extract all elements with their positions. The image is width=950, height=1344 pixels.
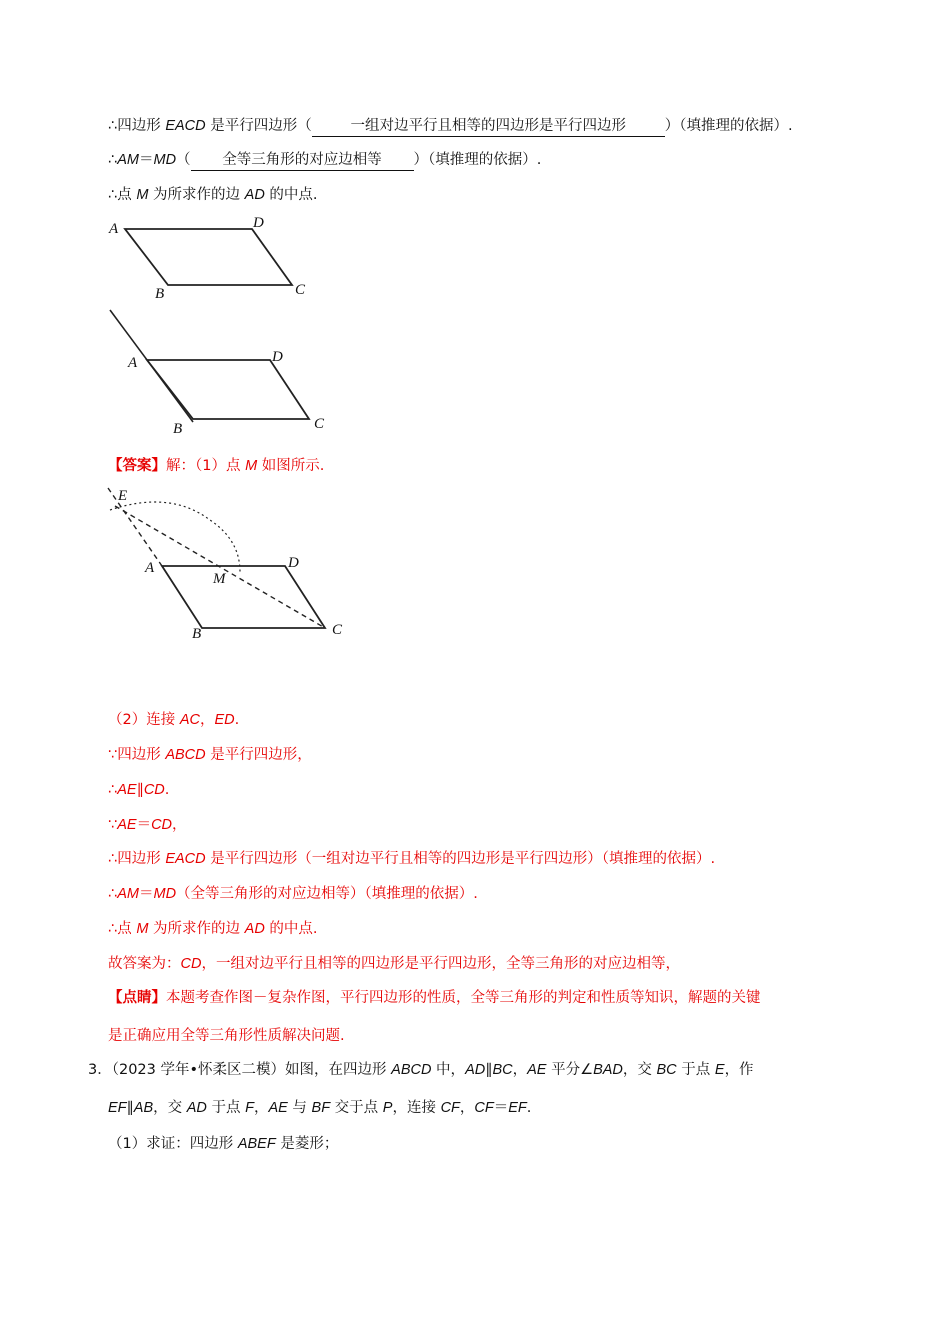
var: ABCD xyxy=(391,1062,432,1078)
problem-3-line-2 xyxy=(108,1098,531,1118)
text: 中， xyxy=(431,1062,466,1078)
var: AD xyxy=(244,921,265,937)
text: . xyxy=(526,1100,532,1116)
text: 是正确应用全等三角形性质解决问题. xyxy=(108,1028,345,1044)
solution-step-6 xyxy=(108,884,478,904)
comment-tag: 【点睛】 xyxy=(108,990,166,1006)
solution-step-4 xyxy=(108,815,187,835)
text: 于点 xyxy=(676,1062,715,1078)
text: 是平行四边形（ xyxy=(205,118,312,134)
text: 本题考查作图－复杂作图，平行四边形的性质，全等三角形的判定和性质等知识，解题的关键 xyxy=(166,990,761,1006)
var: MD xyxy=(153,152,177,168)
text: ＝ xyxy=(138,886,154,902)
text: ∴ xyxy=(108,886,118,902)
text: 如图所示. xyxy=(257,458,325,474)
var: E xyxy=(714,1062,725,1078)
text: （ xyxy=(176,152,191,168)
var: CD xyxy=(143,782,165,798)
answer-tag: 【答案】 xyxy=(108,458,166,474)
label-c: C xyxy=(332,622,343,638)
var: CD xyxy=(180,956,202,972)
text: 故答案为： xyxy=(108,956,181,972)
text: . xyxy=(164,782,170,798)
text: ＝ xyxy=(493,1100,509,1116)
fill-blank-1: 一组对边平行且相等的四边形是平行四边形 xyxy=(312,116,665,137)
text: 是平行四边形， xyxy=(205,747,312,763)
text: 交于点 xyxy=(330,1100,383,1116)
var: P xyxy=(382,1100,393,1116)
parallelogram-shape xyxy=(125,229,292,285)
text: ∴点 xyxy=(108,921,137,937)
text: 的中点. xyxy=(264,921,318,937)
label-m: M xyxy=(213,571,226,587)
var: EACD xyxy=(165,851,206,867)
parallelogram-shape xyxy=(147,360,309,419)
text: ∥ xyxy=(126,1100,134,1116)
var: M xyxy=(136,921,149,937)
text: ，作 xyxy=(724,1062,754,1078)
label-d: D xyxy=(272,349,283,365)
parallelogram-shape xyxy=(162,566,325,628)
solution-step-7 xyxy=(108,919,318,939)
line-midpoint xyxy=(108,185,318,205)
text: ∵四边形 xyxy=(108,747,166,763)
line-eacd-parallelogram xyxy=(108,116,793,137)
text: （1）求证：四边形 xyxy=(108,1136,238,1152)
text: （2）连接 xyxy=(108,712,180,728)
var: EACD xyxy=(165,118,206,134)
solution-step-3 xyxy=(108,780,169,800)
label-c: C xyxy=(295,282,306,298)
text: ）（填推理的依据）. xyxy=(413,152,542,168)
var: F xyxy=(245,1100,254,1116)
var: AM xyxy=(117,886,139,902)
var: BC xyxy=(656,1062,677,1078)
comment-line-1 xyxy=(108,988,761,1008)
text: ∴点 xyxy=(108,187,137,203)
var: ABCD xyxy=(165,747,206,763)
line-am-md xyxy=(108,150,541,171)
text: 为所求作的边 xyxy=(148,921,245,937)
problem-3-part-1 xyxy=(108,1134,338,1154)
problem-3-line-1 xyxy=(88,1060,754,1080)
label-d: D xyxy=(288,555,299,571)
text: ， xyxy=(459,1100,475,1116)
var: BC xyxy=(492,1062,513,1078)
text: ＝ xyxy=(136,817,152,833)
var: BF xyxy=(311,1100,331,1116)
text: ∥ xyxy=(136,782,144,798)
text: ∴ xyxy=(108,782,118,798)
problem-number: 3． xyxy=(88,1062,112,1078)
figure-parallelogram-2 xyxy=(100,305,340,440)
var: CD xyxy=(151,817,173,833)
text: . xyxy=(234,712,240,728)
var: EF xyxy=(108,1100,127,1116)
solution-step-1 xyxy=(108,710,239,730)
var: ABEF xyxy=(237,1136,276,1152)
solution-step-5 xyxy=(108,849,715,869)
text: ， xyxy=(512,1062,528,1078)
text: ，连接 xyxy=(392,1100,441,1116)
solution-step-2 xyxy=(108,745,312,765)
var: M xyxy=(136,187,149,203)
text: 为所求作的边 xyxy=(148,187,245,203)
text: ＝ xyxy=(138,152,154,168)
var: MD xyxy=(153,886,177,902)
var: AE xyxy=(268,1100,288,1116)
label-a: A xyxy=(128,355,138,371)
label-b: B xyxy=(155,286,165,302)
comment-line-2 xyxy=(108,1026,345,1046)
var: AD xyxy=(244,187,265,203)
final-answer xyxy=(108,954,680,974)
var: AC xyxy=(179,712,200,728)
var: AM xyxy=(117,152,139,168)
var: AB xyxy=(133,1100,154,1116)
var: EF xyxy=(508,1100,527,1116)
var: ED xyxy=(214,712,235,728)
text: ，交 xyxy=(622,1062,657,1078)
extended-line-ba xyxy=(108,488,162,566)
text: ）（填推理的依据）. xyxy=(664,118,793,134)
label-c: C xyxy=(314,416,325,432)
text: ，交 xyxy=(153,1100,187,1116)
label-b: B xyxy=(173,421,183,437)
text: ∴四边形 xyxy=(108,118,166,134)
figure-construction xyxy=(100,480,360,650)
text: ∴四边形 xyxy=(108,851,166,867)
label-e: E xyxy=(118,488,128,504)
text: 平分∠ xyxy=(546,1062,594,1078)
label-d: D xyxy=(253,215,264,231)
figure-parallelogram-1 xyxy=(100,210,330,310)
text: 于点 xyxy=(206,1100,246,1116)
answer-line xyxy=(108,456,324,476)
text: ∵ xyxy=(108,817,118,833)
text: ， xyxy=(172,817,187,833)
text: （2023 学年•怀柔区二模）如图，在四边形 xyxy=(111,1062,392,1078)
text: ∥ xyxy=(485,1062,493,1078)
var: AD xyxy=(465,1062,486,1078)
var: AD xyxy=(186,1100,207,1116)
var: BAD xyxy=(593,1062,623,1078)
var: M xyxy=(245,458,258,474)
var: CF xyxy=(440,1100,460,1116)
text: 是平行四边形（一组对边平行且相等的四边形是平行四边形）（填推理的依据）. xyxy=(205,851,716,867)
text: ∴ xyxy=(108,152,118,168)
text: ，一组对边平行且相等的四边形是平行四边形，全等三角形的对应边相等， xyxy=(201,956,680,972)
var: CF xyxy=(474,1100,494,1116)
text: （全等三角形的对应边相等）（填推理的依据）. xyxy=(176,886,478,902)
fill-blank-2: 全等三角形的对应边相等 xyxy=(191,150,414,171)
text: ， xyxy=(253,1100,269,1116)
text: ， xyxy=(200,712,215,728)
var: AE xyxy=(117,782,137,798)
var: AE xyxy=(117,817,137,833)
construction-arc xyxy=(110,502,240,572)
label-a: A xyxy=(145,560,155,576)
text: 是菱形； xyxy=(275,1136,339,1152)
label-a: A xyxy=(109,221,119,237)
text: 解：（1）点 xyxy=(166,458,246,474)
var: AE xyxy=(527,1062,547,1078)
text: 的中点. xyxy=(264,187,318,203)
label-b: B xyxy=(192,626,202,642)
text: 与 xyxy=(287,1100,312,1116)
